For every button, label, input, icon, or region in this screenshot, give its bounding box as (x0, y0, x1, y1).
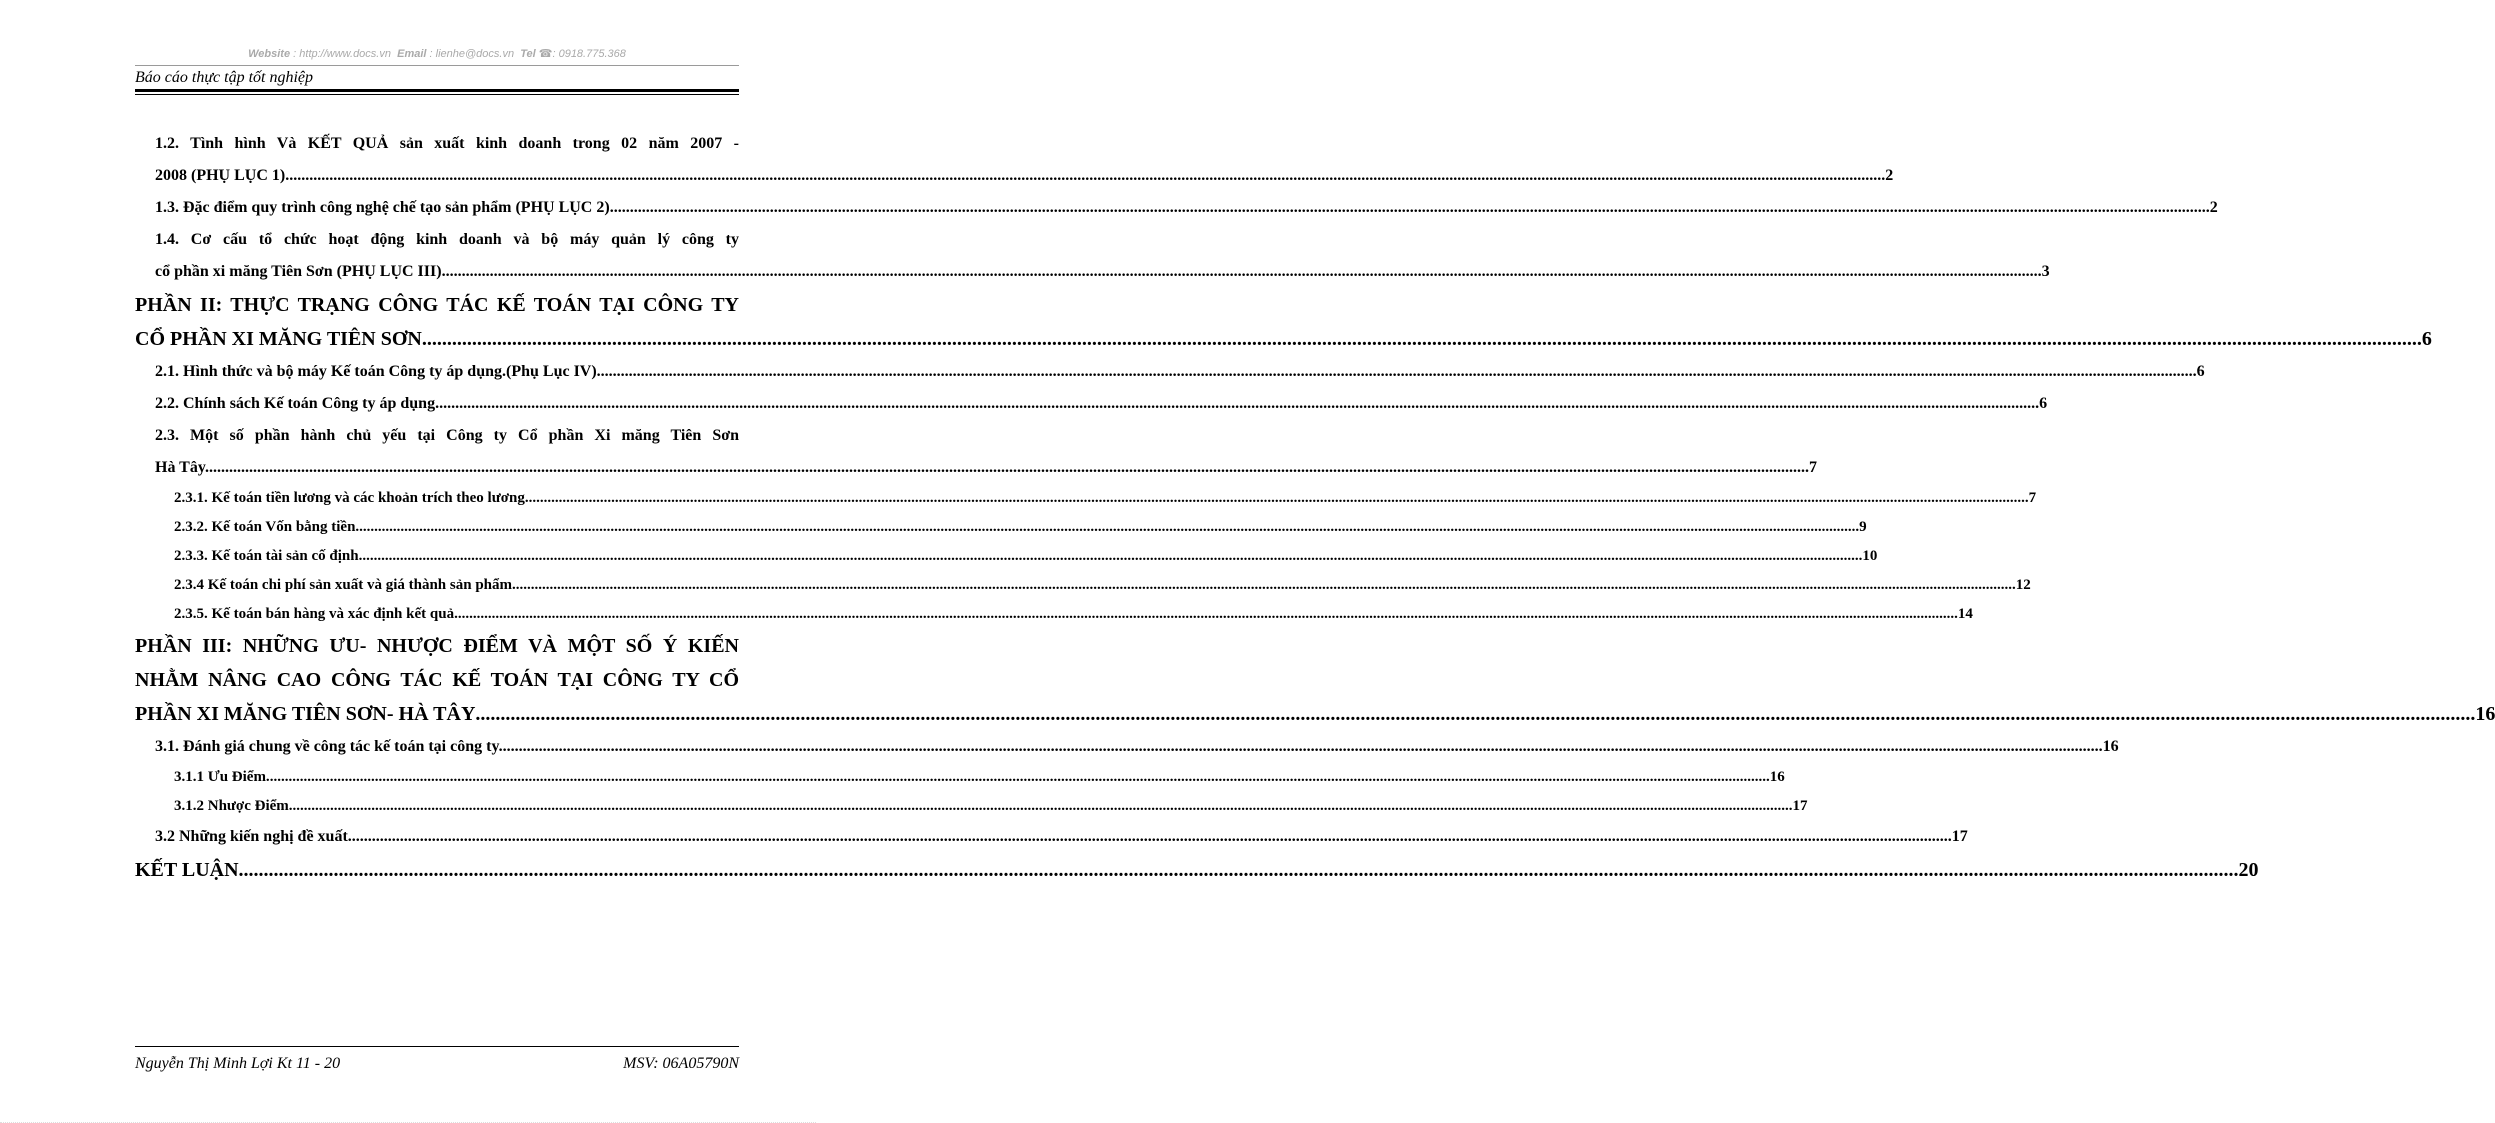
toc-dot-leader: ................................................................................................................................................................................................................................................................................................................................................................................................................ (441, 263, 2042, 280)
toc-dot-leader: ................................................................................................................................................................................................................................................................................................................................................................................................................ (269, 769, 1770, 785)
toc-entry-wrapped-line: 1.4. Cơ cấu tổ chức hoạt động kinh doanh và bộ máy quản lý công ty (155, 231, 739, 248)
header-contact-line (135, 47, 739, 60)
toc-entry-title: cổ phần xi măng Tiên Sơn (PHỤ LỤC III) (155, 263, 442, 280)
tel-label: Tel (520, 48, 536, 60)
website-value[interactable]: : http://www.docs.vn (293, 48, 391, 60)
toc-dot-leader: ................................................................................................................................................................................................................................................................................................................................................................................................................ (362, 548, 1863, 564)
toc-page-number: 6 (2039, 395, 2048, 412)
phone-icon: ☎ (538, 48, 553, 60)
toc-dot-leader: ................................................................................................................................................................................................................................................................................................................................................................................................................ (285, 167, 1886, 184)
toc-page-number: 3 (2041, 263, 2050, 280)
footer-divider (135, 1046, 739, 1047)
toc-page-number: 6 (2196, 363, 2205, 380)
toc-entry-title: Hà Tây. (155, 459, 209, 476)
toc-entry-title: 3.1.2 Nhược Điểm. (174, 798, 293, 814)
toc-entry-title: 2008 (PHỤ LỤC 1) (155, 167, 286, 184)
toc-entry[interactable] (135, 192, 2218, 224)
toc-page-number: 7 (1808, 459, 1817, 476)
header-divider-double (135, 94, 739, 95)
toc-dot-leader: ................................................................................................................................................................................................................................................................................................................................................................................................................ (609, 199, 2210, 216)
toc-dot-leader: ................................................................................................................................................................................................................................................................................................................................................................................................................ (439, 395, 2040, 412)
toc-dot-leader: ................................................................................................................................................................................................................................................................................................................................................................................................................ (596, 363, 2197, 380)
footer-student-id: MSV: 06A05790N (623, 1055, 739, 1072)
header-divider-thick (135, 89, 739, 92)
toc-entry[interactable] (135, 763, 1785, 792)
toc-entry-title: 1.3. Đặc điểm quy trình công nghệ chế tạo sản phẩm (PHỤ LỤC 2) (155, 199, 610, 216)
toc-dot-leader: ................................................................................................................................................................................................................................................................................................................................................................................................................ (515, 577, 2016, 593)
toc-entry-title: 3.1.1 Ưu Điểm. (174, 769, 270, 785)
toc-entry[interactable] (135, 731, 2119, 763)
toc-page-number: 14 (1957, 606, 1973, 622)
toc-entry-title: PHẦN XI MĂNG TIÊN SƠN- HÀ TÂY (135, 703, 476, 725)
toc-entry[interactable] (135, 853, 2259, 887)
toc-entry-title: 2.3.3. Kế toán tài sản cố định. (174, 548, 363, 564)
toc-page-number: 16 (2475, 703, 2495, 725)
footer-author: Nguyễn Thị Minh Lợi Kt 11 - 20 (135, 1055, 341, 1072)
toc-entry[interactable] (135, 288, 2432, 356)
toc-entry-title: 2.3.4 Kế toán chi phí sản xuất và giá thành sản phẩm. (174, 577, 516, 593)
toc-dot-leader: ................................................................................................................................................................................................................................................................................................................................................................................................................ (359, 519, 1860, 535)
toc-entry-wrapped-line: NHẰM NÂNG CAO CÔNG TÁC KẾ TOÁN TẠI CÔNG TY CỔ (135, 669, 739, 691)
tel-value: : 0918.775.368 (552, 48, 626, 60)
toc-entry[interactable] (135, 629, 2495, 731)
toc-page-number: 7 (2028, 490, 2037, 506)
toc-dot-leader: ................................................................................................................................................................................................................................................................................................................................................................................................................ (208, 459, 1809, 476)
toc-entry[interactable] (135, 356, 2205, 388)
toc-dot-leader: ................................................................................................................................................................................................................................................................................................................................................................................................................ (528, 490, 2029, 506)
toc-entry[interactable] (135, 571, 2031, 600)
toc-page-number: 17 (1792, 798, 1808, 814)
toc-dot-leader: ................................................................................................................................................................................................................................................................................................................................................................................................................ (292, 798, 1793, 814)
toc-page-number: 16 (2102, 738, 2119, 755)
toc-page-number: 17 (1951, 828, 1968, 845)
toc-dot-leader: ................................................................................................................................................................................................................................................................................................................................................................................................................ (351, 828, 1952, 845)
toc-entry-title: CỔ PHẦN XI MĂNG TIÊN SƠN (135, 328, 422, 350)
toc-entry[interactable] (135, 792, 1808, 821)
toc-dot-leader: ................................................................................................................................................................................................................................................................................................................................................................................................................ (421, 328, 2422, 350)
toc-entry-title: KẾT LUẬN (135, 859, 239, 881)
toc-entry-wrapped-line: 1.2. Tình hình Và KẾT QUẢ sản xuất kinh doanh trong 02 năm 2007 - (155, 135, 739, 152)
toc-entry-title: 2.2. Chính sách Kế toán Công ty áp dụng. (155, 395, 440, 412)
toc-entry-title: 3.2 Những kiến nghị đề xuất. (155, 828, 352, 845)
toc-entry-wrapped-line: PHẦN II: THỰC TRẠNG CÔNG TÁC KẾ TOÁN TẠI CÔNG TY (135, 294, 739, 316)
toc-entry-title: 2.3.5. Kế toán bán hàng và xác định kết quả. (174, 606, 458, 622)
header-divider-thin (135, 65, 739, 66)
toc-page-number: 2 (1885, 167, 1894, 184)
toc-entry[interactable] (135, 224, 2050, 288)
toc-page-number: 10 (1862, 548, 1878, 564)
toc-page-number: 16 (1769, 769, 1785, 785)
toc-entry[interactable] (135, 420, 1817, 484)
toc-entry-title: 2.1. Hình thức và bộ máy Kế toán Công ty áp dụng.(Phụ Lục IV) (155, 363, 597, 380)
toc-entry-title: 2.3.2. Kế toán Vốn bằng tiền. (174, 519, 360, 535)
toc-entry[interactable] (135, 600, 1973, 629)
toc-page-number: 12 (2015, 577, 2031, 593)
toc-page-number: 6 (2421, 328, 2432, 350)
toc-dot-leader: ................................................................................................................................................................................................................................................................................................................................................................................................................ (238, 859, 2239, 881)
toc-dot-leader: ................................................................................................................................................................................................................................................................................................................................................................................................................ (502, 738, 2103, 755)
table-of-contents (135, 128, 2495, 887)
toc-entry-wrapped-line: 2.3. Một số phần hành chủ yếu tại Công ty Cổ phần Xi măng Tiên Sơn (155, 427, 739, 444)
report-title: Báo cáo thực tập tốt nghiệp (135, 69, 314, 86)
toc-entry[interactable] (135, 484, 2037, 513)
toc-entry[interactable] (135, 542, 1878, 571)
toc-dot-leader: ................................................................................................................................................................................................................................................................................................................................................................................................................ (475, 703, 2476, 725)
toc-entry[interactable] (135, 128, 1894, 192)
toc-entry[interactable] (135, 821, 1968, 853)
toc-entry[interactable] (135, 513, 1867, 542)
toc-page-number: 9 (1859, 519, 1867, 535)
email-value[interactable]: : lienhe@docs.vn (429, 48, 515, 60)
email-label: Email (397, 48, 427, 60)
toc-entry-wrapped-line: PHẦN III: NHỮNG ƯU- NHƯỢC ĐIỂM VÀ MỘT SỐ Ý KIẾN (135, 635, 739, 657)
website-label: Website (248, 48, 291, 60)
toc-entry-title: 3.1. Đánh giá chung về công tác kế toán tại công ty. (155, 738, 503, 755)
toc-entry[interactable] (135, 388, 2048, 420)
toc-entry-title: 2.3.1. Kế toán tiền lương và các khoản trích theo lương. (174, 490, 529, 506)
toc-page-number: 2 (2209, 199, 2218, 216)
toc-page-number: 20 (2238, 859, 2259, 881)
toc-dot-leader: ................................................................................................................................................................................................................................................................................................................................................................................................................ (457, 606, 1958, 622)
